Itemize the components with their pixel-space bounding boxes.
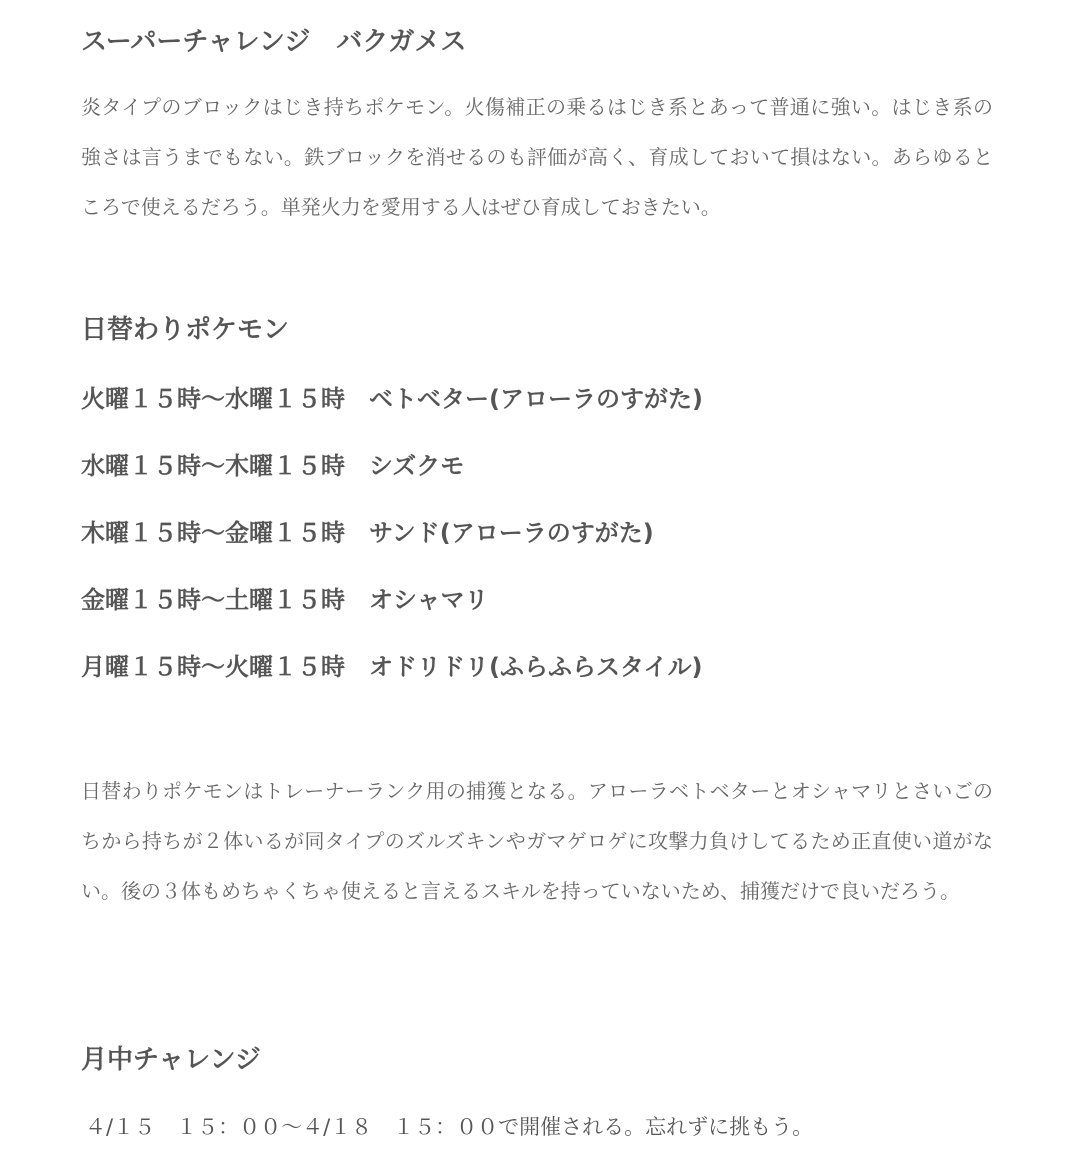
daily-rotation-heading: 日替わりポケモン: [81, 315, 290, 345]
rotation-item: 火曜１５時～水曜１５時 ベトベター(アローラのすがた): [81, 385, 703, 413]
mid-month-schedule: ４/１５ １５：００～４/１８ １５：００で開催される。忘れずに挑もう。: [85, 1115, 814, 1139]
rotation-item: 金曜１５時～土曜１５時 オシャマリ: [81, 586, 489, 614]
rotation-item: 水曜１５時～木曜１５時 シズクモ: [81, 452, 465, 480]
mid-month-challenge-heading: 月中チャレンジ: [81, 1045, 261, 1075]
super-challenge-heading: スーパーチャレンジ バクガメス: [81, 27, 467, 57]
rotation-item: 木曜１５時～金曜１５時 サンド(アローラのすがた): [81, 519, 654, 547]
super-challenge-paragraph: 炎タイプのブロックはじき持ちポケモン。火傷補正の乗るはじき系とあって普通に強い。はじき系の強さは言うまでもない。鉄ブロックを消せるのも評価が高く、育成しておいて損はない。あらゆるところで使えるだろう。単発火力を愛用する人はぜひ育成しておきたい。: [81, 95, 993, 219]
rotation-item: 月曜１５時～火曜１５時 オドリドリ(ふらふらスタイル): [81, 653, 703, 681]
daily-rotation-paragraph: 日替わりポケモンはトレーナーランク用の捕獲となる。アローラベトベターとオシャマリとさいごのちから持ちが２体いるが同タイプのズルズキンやガマゲロゲに攻撃力負けしてるため正直使い道がない。後の３体もめちゃくちゃ使えると言えるスキルを持っていないため、捕獲だけで良いだろう。: [81, 779, 993, 903]
